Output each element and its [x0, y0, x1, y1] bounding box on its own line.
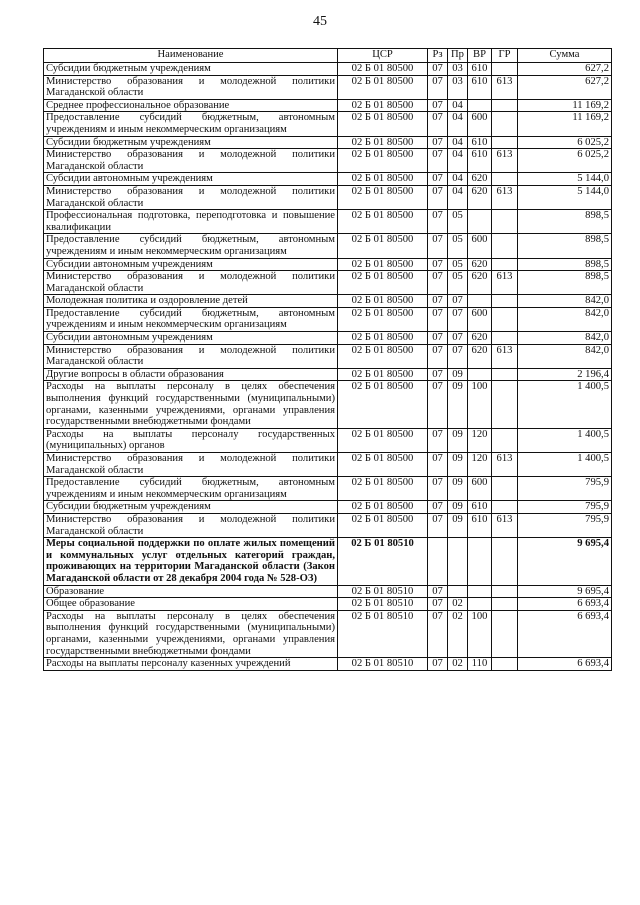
cell-sum: 795,9 [518, 513, 612, 537]
cell-pr: 03 [448, 63, 468, 76]
cell-vr: 610 [468, 63, 492, 76]
table-row [44, 344, 612, 368]
cell-sum: 11 169,2 [518, 99, 612, 112]
cell-rz: 07 [428, 149, 448, 173]
cell-name: Министерство образования и молодежной политики Магаданской области [44, 271, 338, 295]
cell-gr [492, 381, 518, 428]
cell-csr: 02 Б 01 80500 [338, 112, 428, 136]
header-name: Наименование [44, 49, 338, 63]
cell-gr: 613 [492, 344, 518, 368]
table-row [44, 538, 612, 585]
cell-pr: 05 [448, 271, 468, 295]
cell-vr: 620 [468, 173, 492, 186]
cell-rz: 07 [428, 234, 448, 258]
cell-pr: 05 [448, 258, 468, 271]
cell-csr: 02 Б 01 80500 [338, 75, 428, 99]
cell-name: Министерство образования и молодежной политики Магаданской области [44, 453, 338, 477]
table-row [44, 453, 612, 477]
cell-name: Образование [44, 585, 338, 598]
cell-csr: 02 Б 01 80500 [338, 368, 428, 381]
cell-vr [468, 99, 492, 112]
cell-csr: 02 Б 01 80500 [338, 210, 428, 234]
table-header-row [44, 49, 612, 63]
cell-gr [492, 501, 518, 514]
cell-csr: 02 Б 01 80510 [338, 585, 428, 598]
table-row [44, 658, 612, 671]
cell-sum: 795,9 [518, 501, 612, 514]
cell-gr: 613 [492, 513, 518, 537]
cell-rz: 07 [428, 258, 448, 271]
cell-rz: 07 [428, 75, 448, 99]
cell-name: Министерство образования и молодежной политики Магаданской области [44, 75, 338, 99]
cell-sum: 6 693,4 [518, 658, 612, 671]
cell-name: Расходы на выплаты персоналу в целях обеспечения выполнения функций государственными (муниципальными) органами, казенными учреждениями, органами управления государственными внебюджетными фондами [44, 610, 338, 657]
cell-vr: 610 [468, 149, 492, 173]
cell-name: Расходы на выплаты персоналу казенных учреждений [44, 658, 338, 671]
cell-csr: 02 Б 01 80500 [338, 295, 428, 308]
cell-name: Профессиональная подготовка, переподготовка и повышение квалификации [44, 210, 338, 234]
cell-vr: 620 [468, 344, 492, 368]
cell-vr [468, 295, 492, 308]
cell-csr: 02 Б 01 80500 [338, 173, 428, 186]
cell-name: Предоставление субсидий бюджетным, автономным учреждениям и иным некоммерческим организациям [44, 112, 338, 136]
cell-sum: 11 169,2 [518, 112, 612, 136]
cell-gr: 613 [492, 271, 518, 295]
cell-csr: 02 Б 01 80500 [338, 513, 428, 537]
table-row [44, 63, 612, 76]
cell-name: Меры социальной поддержки по оплате жилых помещений и коммунальных услуг отдельных категорий граждан, проживающих на территории Магаданской области (Закон Магаданской области от 28 декабря 2004 года № 528-ОЗ) [44, 538, 338, 585]
cell-csr: 02 Б 01 80500 [338, 307, 428, 331]
table-row [44, 610, 612, 657]
cell-gr [492, 295, 518, 308]
cell-vr: 110 [468, 658, 492, 671]
cell-csr: 02 Б 01 80500 [338, 149, 428, 173]
header-csr: ЦСР [338, 49, 428, 63]
cell-rz: 07 [428, 344, 448, 368]
cell-sum: 1 400,5 [518, 453, 612, 477]
cell-rz: 07 [428, 658, 448, 671]
cell-sum: 898,5 [518, 210, 612, 234]
cell-csr: 02 Б 01 80500 [338, 185, 428, 209]
cell-pr: 03 [448, 75, 468, 99]
cell-name: Среднее профессиональное образование [44, 99, 338, 112]
cell-gr [492, 112, 518, 136]
cell-rz: 07 [428, 63, 448, 76]
cell-gr [492, 307, 518, 331]
cell-name: Субсидии бюджетным учреждениям [44, 501, 338, 514]
cell-sum: 795,9 [518, 477, 612, 501]
cell-name: Министерство образования и молодежной политики Магаданской области [44, 513, 338, 537]
cell-gr [492, 368, 518, 381]
table-row [44, 136, 612, 149]
cell-sum: 898,5 [518, 258, 612, 271]
cell-rz: 07 [428, 307, 448, 331]
cell-pr: 07 [448, 344, 468, 368]
cell-name: Предоставление субсидий бюджетным, автономным учреждениям и иным некоммерческим организациям [44, 307, 338, 331]
cell-gr [492, 99, 518, 112]
cell-vr: 100 [468, 381, 492, 428]
cell-name: Субсидии автономным учреждениям [44, 173, 338, 186]
table-row [44, 585, 612, 598]
cell-csr: 02 Б 01 80510 [338, 538, 428, 585]
cell-gr: 613 [492, 185, 518, 209]
table-row [44, 598, 612, 611]
cell-pr: 04 [448, 99, 468, 112]
cell-vr [468, 585, 492, 598]
header-rz: Рз [428, 49, 448, 63]
cell-csr: 02 Б 01 80500 [338, 271, 428, 295]
cell-pr: 02 [448, 610, 468, 657]
cell-csr: 02 Б 01 80500 [338, 332, 428, 345]
cell-pr: 05 [448, 234, 468, 258]
cell-csr: 02 Б 01 80500 [338, 99, 428, 112]
cell-rz: 07 [428, 295, 448, 308]
cell-sum: 627,2 [518, 75, 612, 99]
cell-sum: 6 025,2 [518, 149, 612, 173]
table-row [44, 501, 612, 514]
cell-sum: 2 196,4 [518, 368, 612, 381]
cell-rz: 07 [428, 598, 448, 611]
cell-sum: 898,5 [518, 271, 612, 295]
cell-pr: 07 [448, 295, 468, 308]
cell-gr [492, 598, 518, 611]
table-row [44, 428, 612, 452]
cell-sum: 9 695,4 [518, 538, 612, 585]
cell-pr: 09 [448, 477, 468, 501]
cell-gr [492, 63, 518, 76]
cell-csr: 02 Б 01 80510 [338, 598, 428, 611]
cell-rz: 07 [428, 368, 448, 381]
cell-name: Субсидии бюджетным учреждениям [44, 63, 338, 76]
cell-gr [492, 258, 518, 271]
cell-gr [492, 538, 518, 585]
cell-sum: 898,5 [518, 234, 612, 258]
cell-name: Субсидии автономным учреждениям [44, 258, 338, 271]
cell-pr: 09 [448, 368, 468, 381]
cell-name: Расходы на выплаты персоналу государственных (муниципальных) органов [44, 428, 338, 452]
cell-gr [492, 477, 518, 501]
cell-gr: 613 [492, 149, 518, 173]
cell-rz: 07 [428, 112, 448, 136]
cell-vr: 600 [468, 477, 492, 501]
cell-gr: 613 [492, 75, 518, 99]
table-row [44, 210, 612, 234]
cell-sum: 5 144,0 [518, 185, 612, 209]
table-row [44, 271, 612, 295]
cell-pr [448, 585, 468, 598]
cell-name: Субсидии автономным учреждениям [44, 332, 338, 345]
cell-rz: 07 [428, 428, 448, 452]
cell-pr: 05 [448, 210, 468, 234]
table-row [44, 99, 612, 112]
table-row [44, 307, 612, 331]
table-row [44, 477, 612, 501]
cell-name: Другие вопросы в области образования [44, 368, 338, 381]
table-row [44, 234, 612, 258]
cell-vr: 120 [468, 428, 492, 452]
cell-vr: 610 [468, 75, 492, 99]
table-row [44, 112, 612, 136]
cell-rz: 07 [428, 513, 448, 537]
cell-pr: 07 [448, 332, 468, 345]
cell-vr: 610 [468, 501, 492, 514]
cell-csr: 02 Б 01 80500 [338, 234, 428, 258]
cell-name: Министерство образования и молодежной политики Магаданской области [44, 185, 338, 209]
cell-pr: 02 [448, 658, 468, 671]
cell-rz: 07 [428, 173, 448, 186]
cell-rz: 07 [428, 185, 448, 209]
cell-vr: 620 [468, 271, 492, 295]
cell-gr [492, 210, 518, 234]
cell-name: Министерство образования и молодежной политики Магаданской области [44, 344, 338, 368]
cell-name: Молодежная политика и оздоровление детей [44, 295, 338, 308]
cell-rz: 07 [428, 271, 448, 295]
cell-pr: 09 [448, 501, 468, 514]
cell-vr [468, 538, 492, 585]
cell-name: Министерство образования и молодежной политики Магаданской области [44, 149, 338, 173]
cell-gr [492, 234, 518, 258]
cell-vr: 600 [468, 307, 492, 331]
table-row [44, 295, 612, 308]
cell-name: Предоставление субсидий бюджетным, автономным учреждениям и иным некоммерческим организациям [44, 477, 338, 501]
cell-vr [468, 368, 492, 381]
header-vr: ВР [468, 49, 492, 63]
cell-pr: 07 [448, 307, 468, 331]
cell-vr: 620 [468, 258, 492, 271]
table-row [44, 381, 612, 428]
cell-rz: 07 [428, 453, 448, 477]
cell-csr: 02 Б 01 80500 [338, 258, 428, 271]
cell-gr [492, 332, 518, 345]
header-pr: Пр [448, 49, 468, 63]
cell-pr: 02 [448, 598, 468, 611]
cell-gr [492, 173, 518, 186]
cell-vr: 610 [468, 513, 492, 537]
cell-rz: 07 [428, 99, 448, 112]
cell-sum: 6 693,4 [518, 610, 612, 657]
cell-pr: 04 [448, 149, 468, 173]
cell-pr: 04 [448, 173, 468, 186]
table-row [44, 173, 612, 186]
cell-gr: 613 [492, 453, 518, 477]
cell-sum: 842,0 [518, 307, 612, 331]
cell-csr: 02 Б 01 80500 [338, 453, 428, 477]
cell-csr: 02 Б 01 80500 [338, 501, 428, 514]
cell-rz: 07 [428, 381, 448, 428]
cell-sum: 5 144,0 [518, 173, 612, 186]
page-number: 45 [313, 14, 327, 29]
cell-rz [428, 538, 448, 585]
cell-sum: 6 025,2 [518, 136, 612, 149]
cell-pr [448, 538, 468, 585]
cell-gr [492, 585, 518, 598]
cell-vr: 100 [468, 610, 492, 657]
cell-sum: 6 693,4 [518, 598, 612, 611]
cell-pr: 04 [448, 185, 468, 209]
cell-gr [492, 658, 518, 671]
cell-rz: 07 [428, 585, 448, 598]
header-gr: ГР [492, 49, 518, 63]
cell-csr: 02 Б 01 80500 [338, 381, 428, 428]
cell-pr: 09 [448, 428, 468, 452]
cell-gr [492, 136, 518, 149]
cell-rz: 07 [428, 501, 448, 514]
cell-gr [492, 610, 518, 657]
budget-table [43, 48, 612, 671]
cell-vr: 120 [468, 453, 492, 477]
cell-csr: 02 Б 01 80500 [338, 428, 428, 452]
cell-csr: 02 Б 01 80500 [338, 136, 428, 149]
cell-rz: 07 [428, 210, 448, 234]
table-row [44, 185, 612, 209]
cell-vr: 600 [468, 112, 492, 136]
cell-pr: 09 [448, 513, 468, 537]
cell-sum: 9 695,4 [518, 585, 612, 598]
cell-rz: 07 [428, 136, 448, 149]
cell-sum: 842,0 [518, 332, 612, 345]
cell-name: Расходы на выплаты персоналу в целях обеспечения выполнения функций государственными (муниципальными) органами, казенными учреждениями, органами управления государственными внебюджетными фондами [44, 381, 338, 428]
cell-vr: 620 [468, 332, 492, 345]
cell-pr: 09 [448, 453, 468, 477]
cell-vr [468, 210, 492, 234]
cell-csr: 02 Б 01 80500 [338, 477, 428, 501]
cell-sum: 842,0 [518, 344, 612, 368]
cell-sum: 627,2 [518, 63, 612, 76]
cell-sum: 1 400,5 [518, 428, 612, 452]
cell-name: Предоставление субсидий бюджетным, автономным учреждениям и иным некоммерческим организациям [44, 234, 338, 258]
cell-vr: 610 [468, 136, 492, 149]
cell-pr: 04 [448, 112, 468, 136]
cell-csr: 02 Б 01 80500 [338, 344, 428, 368]
cell-rz: 07 [428, 332, 448, 345]
cell-csr: 02 Б 01 80510 [338, 658, 428, 671]
cell-name: Общее образование [44, 598, 338, 611]
cell-vr [468, 598, 492, 611]
table-row [44, 368, 612, 381]
header-sum: Сумма [518, 49, 612, 63]
table-row [44, 513, 612, 537]
table-row [44, 332, 612, 345]
cell-sum: 1 400,5 [518, 381, 612, 428]
cell-gr [492, 428, 518, 452]
cell-csr: 02 Б 01 80510 [338, 610, 428, 657]
table-row [44, 75, 612, 99]
cell-sum: 842,0 [518, 295, 612, 308]
cell-pr: 04 [448, 136, 468, 149]
cell-rz: 07 [428, 610, 448, 657]
cell-vr: 600 [468, 234, 492, 258]
cell-pr: 09 [448, 381, 468, 428]
cell-name: Субсидии бюджетным учреждениям [44, 136, 338, 149]
table-row [44, 258, 612, 271]
cell-rz: 07 [428, 477, 448, 501]
table-row [44, 149, 612, 173]
cell-vr: 620 [468, 185, 492, 209]
cell-csr: 02 Б 01 80500 [338, 63, 428, 76]
